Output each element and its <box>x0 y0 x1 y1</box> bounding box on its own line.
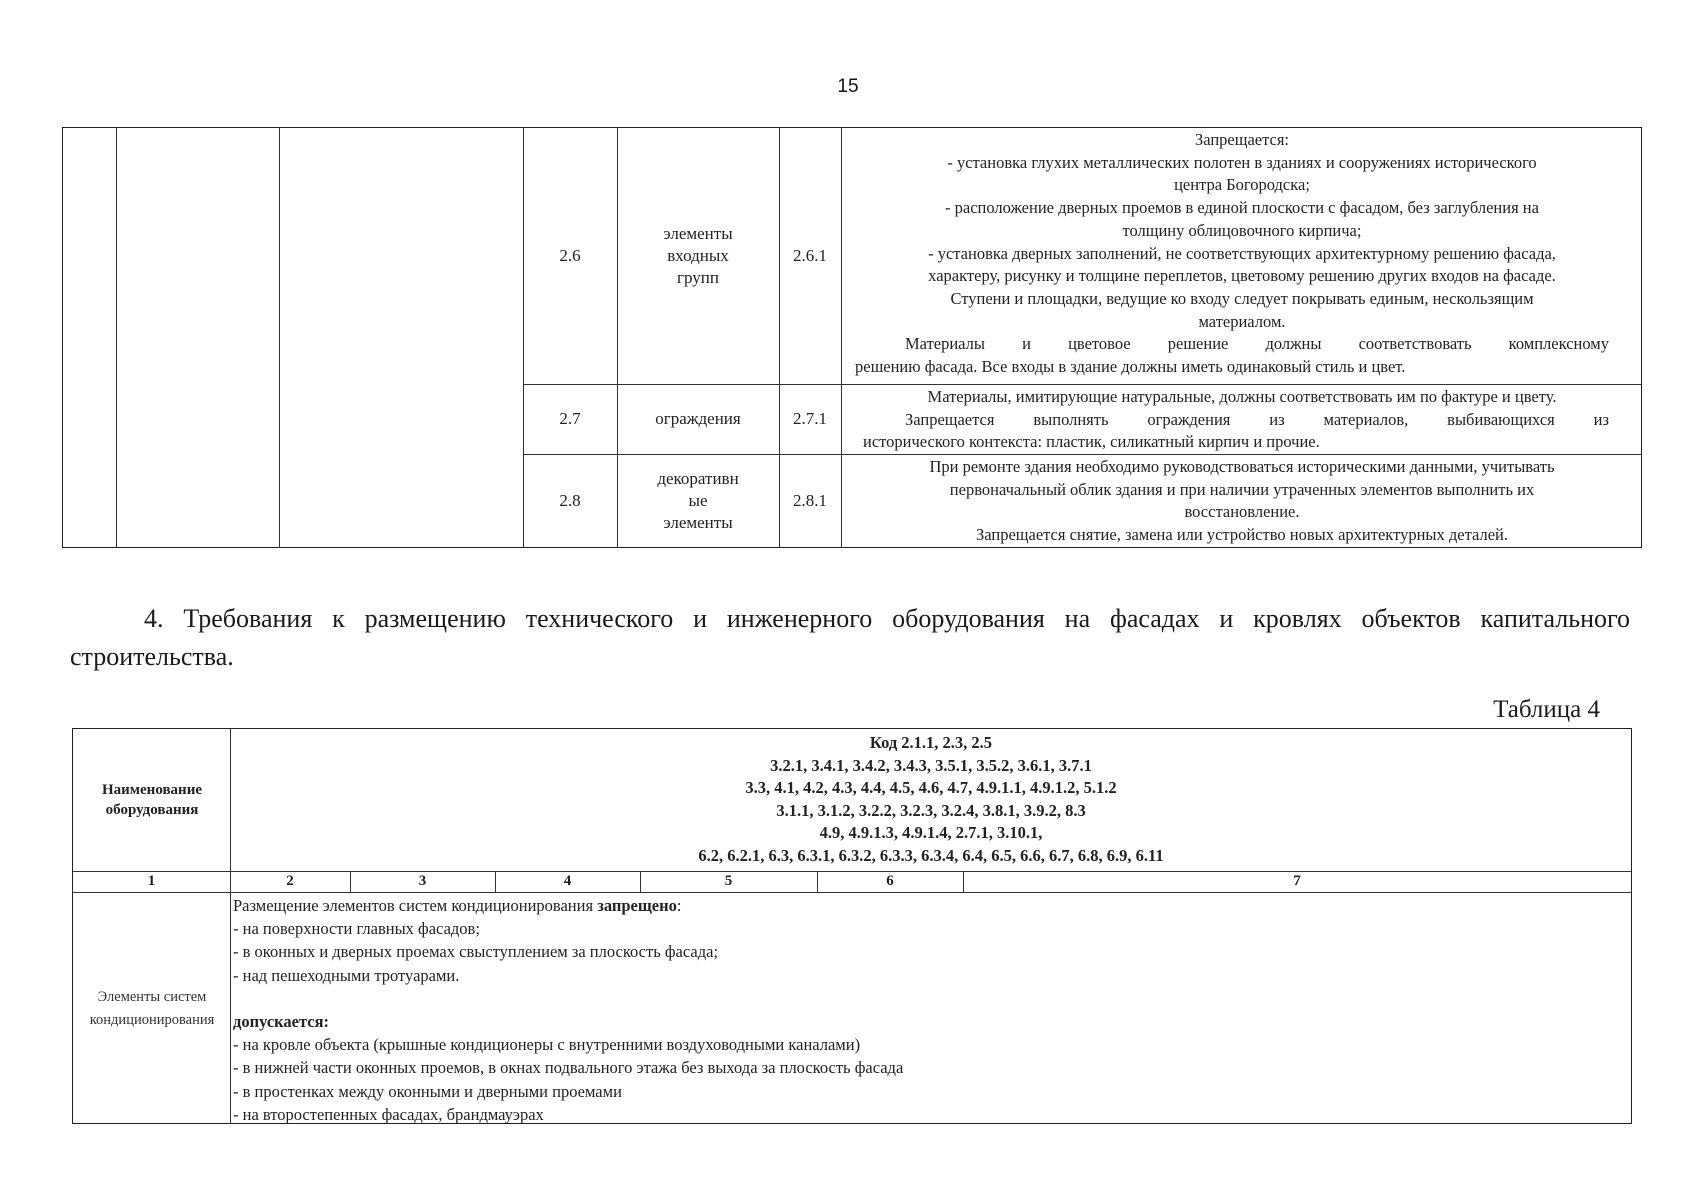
row-element-name: ограждения <box>655 409 741 428</box>
row-code: 2.7 <box>559 409 581 428</box>
section-heading: 4. Требования к размещению технического и инженерного оборудования на фасадах и кровлях объектов капитального строительства. <box>70 604 1630 671</box>
table-divider <box>279 128 280 547</box>
spacer <box>233 987 1623 1010</box>
column-number: 1 <box>147 873 156 889</box>
row-subcode: 2.7.1 <box>793 409 827 428</box>
column-number: 2 <box>286 873 294 889</box>
rule-item: - над пешеходными тротуарами. <box>233 965 460 985</box>
row-subcode: 2.6.1 <box>793 246 827 265</box>
rule-item: - на кровле объекта (крышные кондиционеры с внутренними воздуховодными каналами) <box>233 1035 861 1055</box>
rule-item: - в оконных и дверных проемах свыступлением за плоскость фасада; <box>233 942 719 962</box>
column-number: 5 <box>724 873 733 889</box>
rule-item: - на поверхности главных фасадов; <box>233 919 480 939</box>
row-code: 2.8 <box>559 490 581 510</box>
table-divider <box>841 128 842 547</box>
equipment-name: Элементы систем кондиционирования <box>89 988 215 1028</box>
header-codes: Код 2.1.1, 2.3, 2.5 3.2.1, 3.4.1, 3.4.2, 3.4.3, 3.5.1, 3.5.2, 3.6.1, 3.7.1 3.3, 4.1, 4.2, 4.3, 4.4, 4.5, 4.6, 4.7, 4.9.1.1, 4.9.1.2, 5.1.2 3.1.1, 3.1.2, 3.2.2, 3.2.3, 3.2.4, 3.8.1, 3.9.2, 8.3 4.9, 4.9.1.3, 4.9.1.4, 2.7.1, 3.10.1, 6.2, 6.2.1, 6.3, 6.3.1, 6.3.2, 6.3.3, 6.3.4, 6.4, 6.5, 6.6, 6.7, 6.8, 6.9, 6.11 <box>698 733 1164 865</box>
column-number: 3 <box>418 873 427 889</box>
table-caption: Таблица 4 <box>1493 696 1600 723</box>
rule-item: - в нижней части оконных проемов, в окнах подвального этажа без выхода за плоскость фасада <box>233 1058 904 1078</box>
row-element-name: декоративн ые элементы <box>657 468 739 532</box>
row-element-name: элементы входных групп <box>663 224 733 287</box>
equipment-table <box>72 728 1632 1124</box>
page-number: 15 <box>837 76 859 97</box>
header-equipment-name: Наименование оборудования <box>102 782 202 818</box>
row-description: Запрещается: - установка глухих металлических полотен в зданиях и сооружениях исторического центра Богородска; - расположение дверных проемов в единой плоскости с фасадом, без заглубления на толщину облицовочного кирпича; - установка дверных заполнений, не соответствующих архитектурному решению фасада, характеру, рисунку и толщине переплетов, цветовому решению других входов на фасаде. Ступени и площадки, ведущие ко входу следует покрывать единым, нескользящим материалом. Материалы и цветовое решение должны соответствовать комплексному решению фасада. Все входы в здание должны иметь одинаковый стиль и цвет. <box>855 130 1609 377</box>
column-number: 7 <box>1293 873 1301 889</box>
regulations-table-continued <box>62 127 1642 548</box>
row-code: 2.6 <box>559 246 581 265</box>
column-number: 4 <box>563 873 572 889</box>
row-description: Материалы, имитирующие натуральные, должны соответствовать им по фактуре и цвету. Запрещается выполнять ограждения из материалов, выбивающихся из исторического контекста: пластик, силикатный кирпич и прочие. <box>863 387 1609 452</box>
row-description: При ремонте здания необходимо руководствоваться историческими данными, учитывать первоначальный облик здания и при наличии утраченных элементов выполнить их восстановление. Запрещается снятие, замена или устройство новых архитектурных деталей. <box>929 457 1555 545</box>
row-subcode: 2.8.1 <box>793 490 827 510</box>
rule-item: - на второстепенных фасадах, брандмауэрах <box>233 1104 544 1124</box>
rule-intro: Размещение элементов систем кондиционирования запрещено: <box>233 896 682 915</box>
table-divider <box>116 128 117 547</box>
allowed-label: допускается: <box>233 1012 330 1031</box>
column-number: 6 <box>886 873 894 889</box>
rule-item: - в простенках между оконными и дверными проемами <box>233 1081 622 1101</box>
equipment-rules <box>233 894 1623 1126</box>
table-row-divider <box>73 892 1631 893</box>
